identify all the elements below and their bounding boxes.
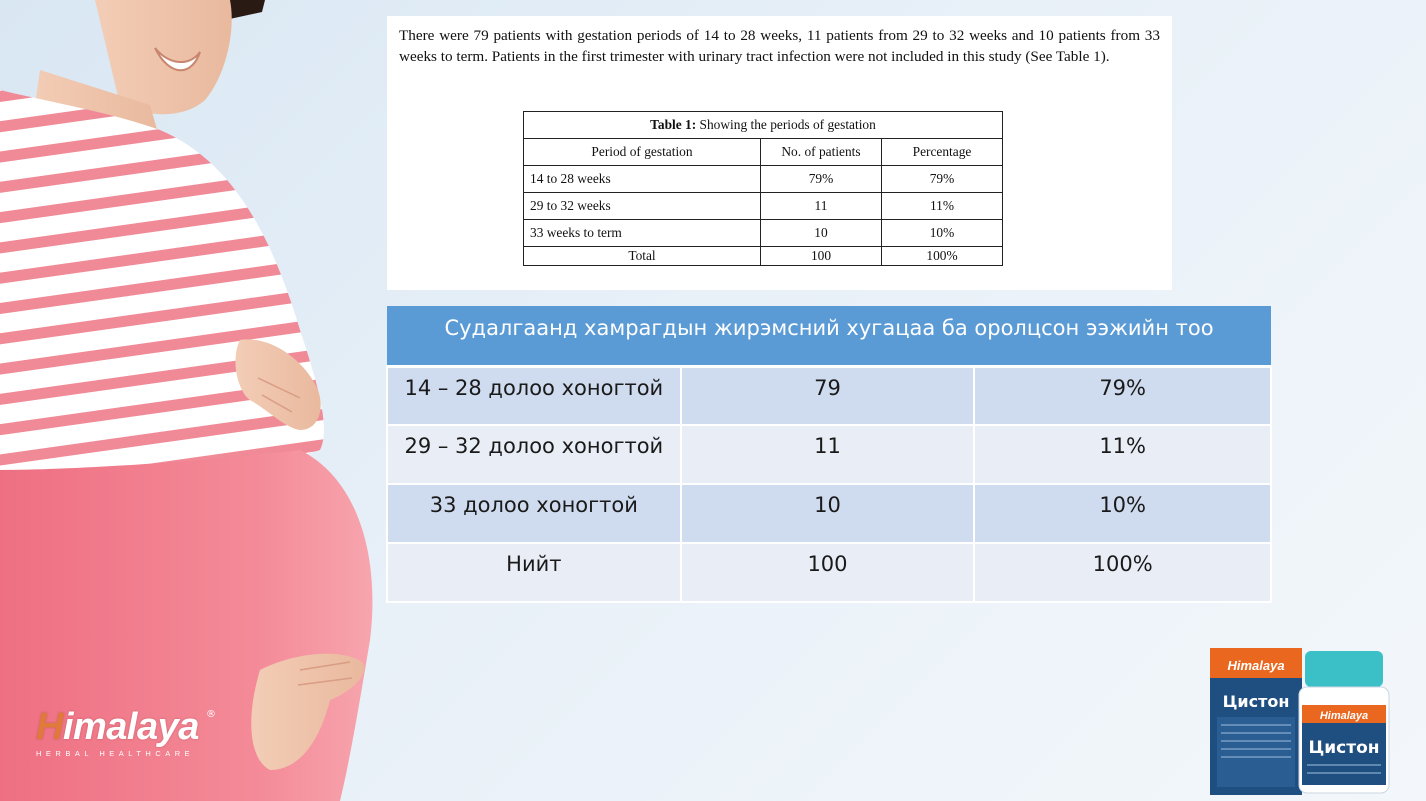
summary-table-cell: 33 долоо хоногтой [387, 484, 681, 543]
paper-table-cell: Total [524, 247, 761, 266]
brand-tagline: HERBAL HEALTHCARE [36, 749, 195, 758]
paper-table-cell: 100% [882, 247, 1003, 266]
paper-table-cell: 11 [761, 193, 882, 220]
paper-excerpt [387, 16, 1172, 290]
summary-table-cell: 11% [974, 425, 1271, 484]
paper-table-header: Percentage [882, 139, 1003, 166]
paper-table-cell: 100 [761, 247, 882, 266]
svg-text:Himalaya: Himalaya [1227, 658, 1285, 673]
pregnant-woman-illustration [0, 0, 380, 801]
brand-name: Himalaya [36, 706, 199, 748]
paper-table-row [524, 166, 1003, 193]
paper-table-cell: 10% [882, 220, 1003, 247]
paper-table-header: Period of gestation [524, 139, 761, 166]
summary-table-cell: 100% [974, 543, 1271, 602]
summary-table-cell: 10 [681, 484, 975, 543]
summary-table [386, 306, 1272, 603]
paper-table-row [524, 193, 1003, 220]
summary-table-cell: 29 – 32 долоо хоногтой [387, 425, 681, 484]
paper-table-row [524, 220, 1003, 247]
paper-table-header: No. of patients [761, 139, 882, 166]
summary-table-cell: 11 [681, 425, 975, 484]
summary-table-row [387, 484, 1271, 543]
paper-table-cell: 14 to 28 weeks [524, 166, 761, 193]
paper-paragraph: There were 79 patients with gestation periods of 14 to 28 weeks, 11 patients from 29 to 32 weeks and 10 patients from 33 weeks to term. Patients in the first trimester with urinary tract infection were not included in this study (See Table 1). [399, 27, 1160, 65]
svg-text:Цистон: Цистон [1308, 738, 1380, 758]
svg-text:Цистон: Цистон [1222, 692, 1290, 711]
summary-table-row [387, 366, 1271, 425]
paper-table-caption: Table 1: Showing the periods of gestation [524, 112, 1003, 139]
paper-table-cell: 79% [761, 166, 882, 193]
paper-table-cell: 11% [882, 193, 1003, 220]
registered-mark: ® [206, 709, 216, 720]
summary-table-title: Судалгаанд хамрагдын жирэмсний хугацаа ба оролцсон ээжийн тоо [387, 306, 1271, 366]
summary-table-cell: Нийт [387, 543, 681, 602]
paper-table-row [524, 247, 1003, 266]
summary-table-row [387, 425, 1271, 484]
paper-table-cell: 33 weeks to term [524, 220, 761, 247]
summary-table-row [387, 543, 1271, 602]
svg-text:Himalaya: Himalaya [1319, 710, 1369, 722]
summary-table-cell: 10% [974, 484, 1271, 543]
summary-table-cell: 100 [681, 543, 975, 602]
summary-table-cell: 79 [681, 366, 975, 425]
paper-table-cell: 29 to 32 weeks [524, 193, 761, 220]
paper-table-cell: 10 [761, 220, 882, 247]
summary-table-cell: 14 – 28 долоо хоногтой [387, 366, 681, 425]
himalaya-logo [36, 707, 226, 777]
summary-table-cell: 79% [974, 366, 1271, 425]
paper-table-cell: 79% [882, 166, 1003, 193]
paper-table [523, 111, 1003, 266]
cystone-product-image [1205, 645, 1405, 795]
